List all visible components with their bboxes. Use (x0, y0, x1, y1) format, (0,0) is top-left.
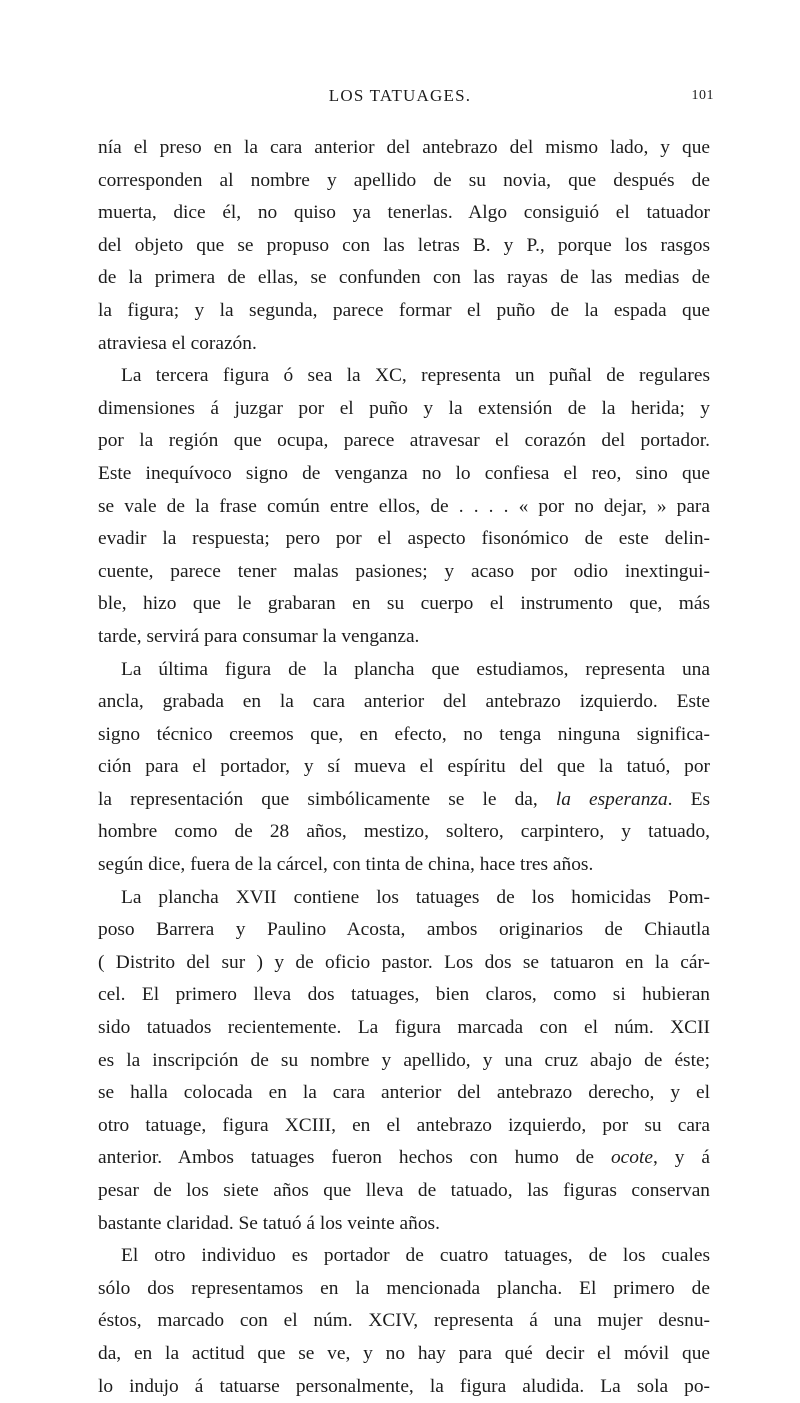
text-segment: hombre como de 28 años, mestizo, soltero, carpintero, y tatuado, (98, 821, 710, 843)
text-line (98, 132, 710, 165)
text-line (98, 295, 710, 328)
text-line (98, 1240, 710, 1273)
text-segment: del objeto que se propuso con las letras B. y P., porque los rasgos (98, 234, 710, 256)
text-segment: signo técnico creemos que, en efecto, no tenga ninguna significa- (98, 723, 710, 745)
text-segment: sido tatuados recientemente. La figura marcada con el núm. XCII (98, 1017, 710, 1039)
text-segment: por la región que ocupa, parece atravesar el corazón del portador. (98, 430, 710, 452)
text-line (98, 230, 710, 263)
text-segment: evadir la respuesta; pero por el aspecto fisonómico de este delin- (98, 528, 710, 550)
text-line (98, 1142, 710, 1175)
text-line (98, 165, 710, 198)
text-segment: se halla colocada en la cara anterior del antebrazo derecho, y el (98, 1082, 710, 1104)
italic-phrase: la esperanza (555, 788, 668, 810)
text-line (98, 197, 710, 230)
text-line (98, 1077, 710, 1110)
running-title: LOS TATUAGES. (328, 86, 472, 105)
text-segment: pesar de los siete años que lleva de tatuado, las figuras conservan (98, 1180, 710, 1201)
text-line (98, 947, 710, 980)
text-segment: muerta, dice él, no quiso ya tenerlas. Algo consiguió el tatuador (98, 202, 710, 224)
text-line (98, 1208, 710, 1241)
text-segment: poso Barrera y Paulino Acosta, ambos originarios de Chiautla (98, 919, 710, 941)
text-segment: corresponden al nombre y apellido de su novia, que después de (98, 169, 710, 191)
text-segment: lo indujo á tatuarse personalmente, la figura aludida. La sola po- (98, 1375, 710, 1397)
text-line (98, 1012, 710, 1045)
text-line (98, 1305, 710, 1338)
text-segment: ción para el portador, y sí mueva el espíritu del que la tatuó, por (98, 756, 710, 778)
text-line (98, 1273, 710, 1306)
text-segment: anterior. Ambos tatuages fueron hechos con humo de (98, 1147, 611, 1169)
text-line (98, 262, 710, 295)
text-segment: según dice, fuera de la cárcel, con tinta de china, hace tres años. (98, 854, 594, 876)
page-number: 101 (691, 88, 714, 103)
text-segment: bastante claridad. Se tatuó á los veinte años. (98, 1212, 440, 1234)
text-line (98, 816, 710, 849)
italic-phrase: ocote (610, 1147, 653, 1169)
text-line (98, 360, 710, 393)
text-line (98, 523, 710, 556)
text-line (98, 425, 710, 458)
text-line (98, 1110, 710, 1143)
text-line (98, 393, 710, 426)
text-line (98, 328, 710, 361)
text-line (98, 849, 710, 882)
text-line (98, 1175, 710, 1208)
text-line (98, 784, 710, 817)
text-segment: es la inscripción de su nombre y apellido, y una cruz abajo de éste; (98, 1049, 710, 1071)
text-line (98, 588, 710, 621)
text-segment: , y á (652, 1147, 710, 1169)
text-line (98, 1045, 710, 1078)
text-segment: la representación que simbólicamente se le da, (98, 788, 556, 810)
text-line (98, 458, 710, 491)
text-segment: éstos, marcado con el núm. XCIV, representa á una mujer desnu- (98, 1310, 710, 1332)
text-segment: . Es (667, 788, 710, 810)
text-segment: nía el preso en la cara anterior del antebrazo del mismo lado, y que (98, 137, 710, 158)
text-line (98, 882, 710, 915)
text-segment: ( Distrito del sur ) y de oficio pastor. Los dos se tatuaron en la cár- (98, 951, 710, 973)
text-line (98, 914, 710, 947)
text-segment: ancla, grabada en la cara anterior del antebrazo izquierdo. Este (98, 691, 710, 713)
text-line (98, 1338, 710, 1371)
text-segment: cel. El primero lleva dos tatuages, bien claros, como si hubieran (98, 984, 710, 1006)
text-segment: da, en la actitud que se ve, y no hay para qué decir el móvil que (98, 1342, 710, 1364)
text-segment: ble, hizo que le grabaran en su cuerpo el instrumento que, más (98, 593, 710, 615)
text-segment: Este inequívoco signo de venganza no lo confiesa el reo, sino que (98, 462, 710, 484)
text-line (98, 556, 710, 589)
text-segment: la figura; y la segunda, parece formar el puño de la espada que (98, 299, 710, 321)
text-segment: dimensiones á juzgar por el puño y la extensión de la herida; y (98, 397, 710, 419)
text-segment: La plancha XVII contiene los tatuages de los homicidas Pom- (121, 886, 710, 908)
text-segment: se vale de la frase común entre ellos, de . . . . « por no dejar, » para (98, 495, 710, 517)
text-segment: de la primera de ellas, se confunden con las rayas de las medias de (98, 267, 710, 289)
text-segment: atraviesa el corazón. (98, 332, 257, 354)
text-segment: sólo dos representamos en la mencionada plancha. El primero de (98, 1277, 710, 1299)
text-segment: cuente, parece tener malas pasiones; y acaso por odio inextingui- (98, 560, 710, 582)
text-line (98, 686, 710, 719)
text-segment: La tercera figura ó sea la XC, representa un puñal de regulares (121, 365, 710, 387)
text-line (98, 979, 710, 1012)
body-text (98, 132, 710, 1403)
text-segment: tarde, servirá para consumar la venganza. (98, 625, 420, 647)
text-line (98, 719, 710, 752)
text-segment: El otro individuo es portador de cuatro tatuages, de los cuales (121, 1245, 710, 1267)
page-header (0, 86, 800, 110)
text-line (98, 1371, 710, 1403)
text-line (98, 621, 710, 654)
text-segment: La última figura de la plancha que estudiamos, representa una (121, 658, 710, 680)
text-line (98, 491, 710, 524)
text-line (98, 751, 710, 784)
text-line (98, 654, 710, 687)
text-segment: otro tatuage, figura XCIII, en el antebrazo izquierdo, por su cara (98, 1114, 710, 1136)
